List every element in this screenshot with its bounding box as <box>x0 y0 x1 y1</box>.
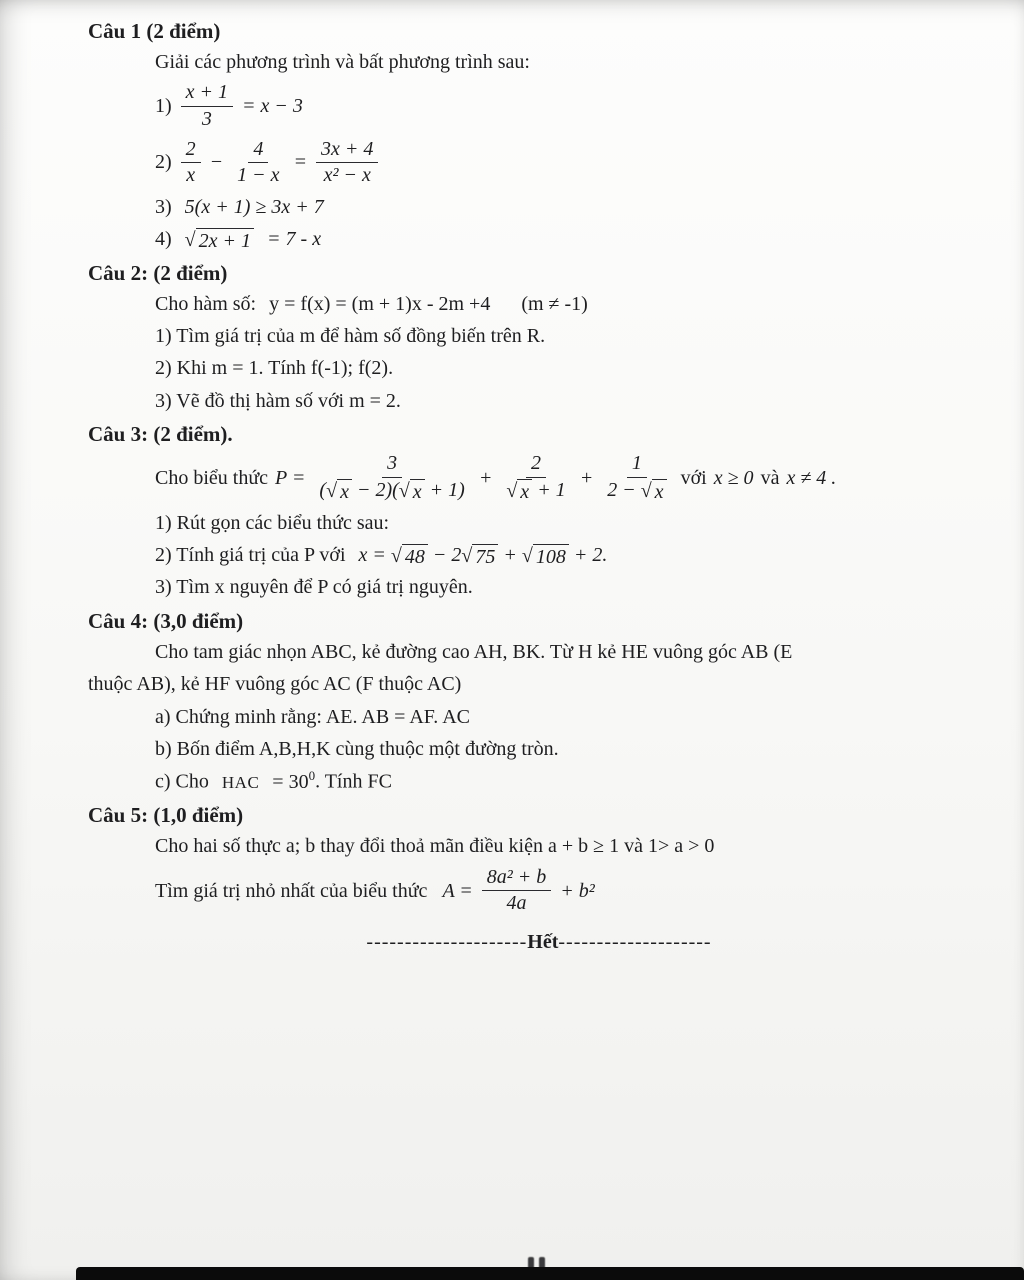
den-mid: − 2)( <box>351 478 399 501</box>
exam-content <box>88 12 990 954</box>
equation-1-4 <box>155 225 990 253</box>
item-label: 4) <box>155 228 172 251</box>
fraction <box>314 452 469 504</box>
denominator: x² − x <box>323 164 371 187</box>
numerator: x + 1 <box>181 81 233 107</box>
angle-name: HAC <box>221 773 260 793</box>
condition-word: và <box>760 466 780 489</box>
denominator <box>602 478 671 504</box>
inequality-expression: 5(x + 1) ≥ 3x + 7 <box>184 195 324 218</box>
fraction <box>232 138 284 188</box>
mid-term: − 2 <box>427 544 462 567</box>
condition-word: với <box>680 466 707 489</box>
dashes-left: --------------------- <box>366 931 528 954</box>
question-1 <box>88 19 990 254</box>
a-equals: A = <box>442 879 473 902</box>
radicand: x <box>337 479 352 504</box>
fraction <box>501 452 570 504</box>
question-1-intro: Giải các phương trình và bất phương trình sau: <box>155 51 530 73</box>
denominator: 4a <box>506 892 527 915</box>
question-3-item-2 <box>155 541 990 569</box>
radicand: 108 <box>533 544 569 569</box>
radical-sign-icon: √ <box>506 479 518 502</box>
denominator <box>314 478 469 504</box>
het-label: Hết <box>527 931 559 954</box>
question-4-item-c <box>155 767 990 796</box>
question-2-intro <box>155 290 990 318</box>
paren: ( <box>319 478 327 501</box>
question-4-item-b: b) Bốn điểm A,B,H,K cùng thuộc một đường tròn. <box>155 738 559 761</box>
den-head: 2 − <box>607 478 641 501</box>
condition-x-range: x ≥ 0 <box>713 466 754 489</box>
question-3-item-1: 1) Rút gọn các biểu thức sau: <box>155 511 390 534</box>
denominator: 1 − x <box>237 164 280 187</box>
p-equals: P = <box>275 466 306 489</box>
radical-sign-icon: √ <box>640 479 652 502</box>
numerator: 3 <box>382 452 402 478</box>
dashes-right: -------------------- <box>558 931 712 954</box>
item-label: 3) <box>155 195 172 218</box>
operator-plus: + <box>579 466 594 489</box>
function-expression: y = f(x) = (m + 1)x - 2m +4 <box>269 292 491 315</box>
square-root <box>391 544 428 569</box>
square-root <box>522 544 569 569</box>
fraction <box>602 452 671 504</box>
radicand: x <box>652 479 667 504</box>
numerator: 4 <box>248 138 268 164</box>
radicand: 48 <box>402 544 428 569</box>
question-3-item-3: 3) Tìm x nguyên để P có giá trị nguyên. <box>155 576 473 599</box>
fraction <box>482 866 552 916</box>
question-3 <box>88 422 990 602</box>
radical-sign-icon: √ <box>461 545 473 568</box>
item-lead: 2) Tính giá trị của P với <box>155 544 346 567</box>
equation-tail: = 7 - x <box>267 228 322 251</box>
expression-tail: + b² <box>560 879 595 902</box>
numerator: 1 <box>627 452 647 478</box>
radical-sign-icon: √ <box>521 545 533 568</box>
question-2-heading: Câu 2: (2 điểm) <box>88 260 228 285</box>
operator-plus: + <box>478 466 493 489</box>
question-2-item-2: 2) Khi m = 1. Tính f(-1); f(2). <box>155 357 394 380</box>
radicand: 2x + 1 <box>196 228 254 253</box>
question-1-heading: Câu 1 (2 điểm) <box>88 19 221 43</box>
fraction <box>181 138 201 188</box>
intro-lead: Cho hàm số: <box>155 292 257 315</box>
question-4-paragraph-line-2: thuộc AB), kẻ HF vuông góc AC (F thuộc AC) <box>88 673 462 696</box>
p-expression <box>155 451 990 505</box>
numerator: 8a² + b <box>482 866 552 892</box>
question-4-paragraph-line-1: Cho tam giác nhọn ABC, kẻ đường cao AH, BK. Từ H kẻ HE vuông góc AB (E <box>155 640 793 663</box>
expression-tail: + 2. <box>568 544 608 567</box>
question-2-item-1: 1) Tìm giá trị của m để hàm số đồng biến trên R. <box>155 324 546 347</box>
fraction <box>181 81 233 131</box>
item-label: 2) <box>155 151 172 174</box>
radical-sign-icon: √ <box>390 545 402 568</box>
fraction <box>316 138 378 188</box>
operator-minus: − <box>209 151 224 174</box>
question-3-heading: Câu 3: (2 điểm). <box>88 422 233 447</box>
question-5-condition: Cho hai số thực a; b thay đổi thoả mãn điều kiện a + b ≥ 1 và 1> a > 0 <box>155 835 715 858</box>
denominator <box>501 478 570 504</box>
item-tail: . Tính FC <box>315 771 392 794</box>
radical-sign-icon: √ <box>184 229 196 252</box>
condition: (m ≠ -1) <box>521 292 588 315</box>
question-4 <box>88 609 990 797</box>
square-root <box>399 479 425 504</box>
question-4-heading: Câu 4: (3,0 điểm) <box>88 608 244 633</box>
intro-lead: Tìm giá trị nhỏ nhất của biểu thức <box>155 879 428 902</box>
condition-x-not4: x ≠ 4 . <box>786 466 837 489</box>
degree-superscript: 0 <box>308 768 316 784</box>
den-tail: + 1 <box>532 478 566 501</box>
angle-value: = 30 <box>272 771 309 794</box>
radicand: x <box>410 479 425 504</box>
equation-1-1 <box>155 80 990 132</box>
end-of-exam-line <box>88 931 990 954</box>
question-2-item-3: 3) Vẽ đồ thị hàm số với m = 2. <box>155 389 401 412</box>
bottom-black-bar <box>76 1267 1024 1280</box>
equation-1-2 <box>155 137 990 189</box>
square-root <box>461 544 498 569</box>
question-5-heading: Câu 5: (1,0 điểm) <box>88 803 244 828</box>
item-lead: c) Cho <box>155 771 209 794</box>
square-root <box>326 479 352 504</box>
square-root <box>185 228 254 253</box>
question-4-item-a: a) Chứng minh rằng: AE. AB = AF. AC <box>155 705 470 728</box>
intro-lead: Cho biểu thức <box>155 466 269 489</box>
question-5 <box>88 803 990 917</box>
radicand: x <box>517 479 532 504</box>
denominator: x <box>186 164 196 187</box>
numerator: 2 <box>181 138 201 164</box>
equation-tail: = x − 3 <box>242 95 303 118</box>
x-equals: x = <box>358 544 386 567</box>
numerator: 3x + 4 <box>316 138 378 164</box>
square-root <box>506 479 532 504</box>
square-root <box>641 479 667 504</box>
radical-sign-icon: √ <box>326 479 338 502</box>
equation-1-3 <box>155 193 990 221</box>
den-close: + 1) <box>424 478 465 501</box>
radicand: 75 <box>472 544 498 569</box>
question-2 <box>88 261 990 416</box>
mid-term: + <box>498 544 522 567</box>
item-label: 1) <box>155 95 172 118</box>
denominator: 3 <box>201 107 212 130</box>
numerator: 2 <box>526 452 546 478</box>
operator-equals: = <box>293 151 308 174</box>
radical-sign-icon: √ <box>398 479 410 502</box>
question-5-expression <box>155 865 990 917</box>
